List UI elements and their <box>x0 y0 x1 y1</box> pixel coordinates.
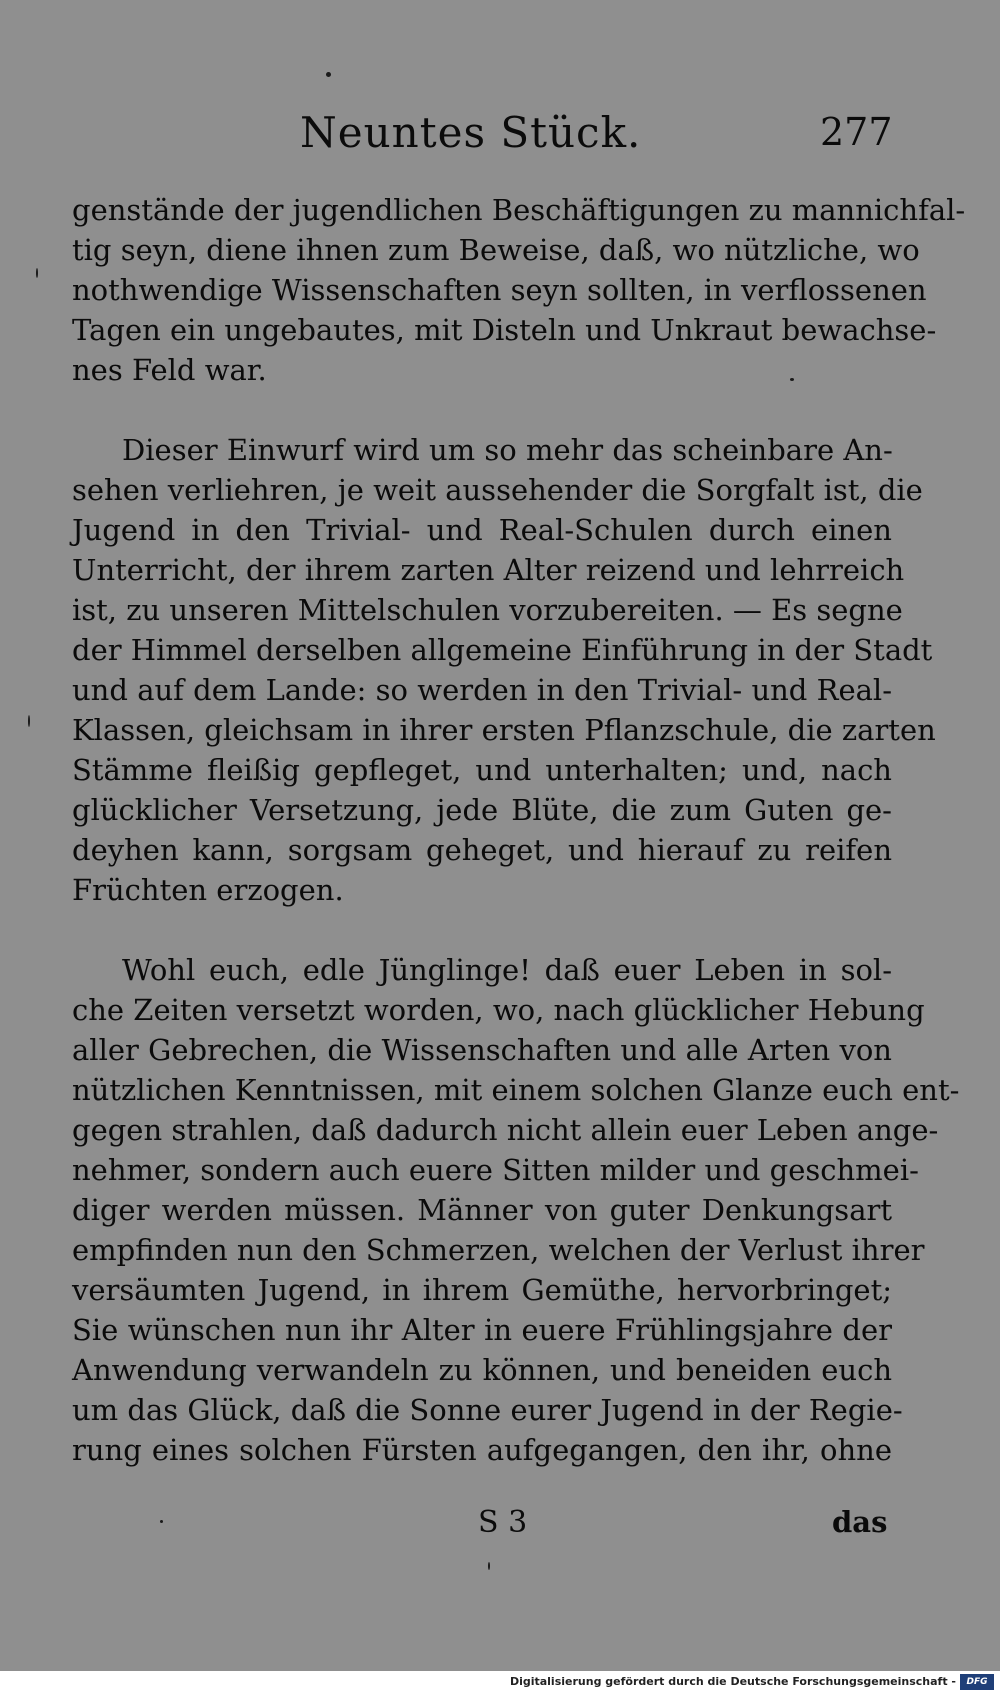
text-line: Unterricht, der ihrem zarten Alter reizend und lehrreich <box>72 553 905 587</box>
paragraph-3 <box>72 950 960 1470</box>
credit-text: Digitalisierung gefördert durch die Deutsche Forschungsgemeinschaft - <box>509 1675 956 1688</box>
text-line: rung eines solchen Fürsten aufgegangen, den ihr, ohne <box>72 1433 892 1467</box>
text-line: Dieser Einwurf wird um so mehr das scheinbare An- <box>122 433 893 467</box>
page-header <box>0 108 1000 168</box>
text-line: aller Gebrechen, die Wissenschaften und alle Arten von <box>72 1033 892 1067</box>
text-line: nützlichen Kenntnissen, mit einem solchen Glanze euch ent- <box>72 1073 960 1107</box>
text-line: Jugend in den Trivial- und Real-Schulen durch einen <box>72 513 892 547</box>
ink-speck <box>488 1562 490 1570</box>
text-line: deyhen kann, sorgsam geheget, und hierauf zu reifen <box>72 833 892 867</box>
text-line: Klassen, gleichsam in ihrer ersten Pflanzschule, die zarten <box>72 713 936 747</box>
text-line: Tagen ein ungebautes, mit Disteln und Unkraut bewachse- <box>72 313 937 347</box>
text-line: versäumten Jugend, in ihrem Gemüthe, hervorbringet; <box>72 1273 892 1307</box>
text-line: Stämme fleißig gepfleget, und unterhalten; und, nach <box>72 753 892 787</box>
paragraph-gap <box>72 390 892 430</box>
text-line: nes Feld war. <box>72 353 267 387</box>
text-line: che Zeiten versetzt worden, wo, nach glücklicher Hebung <box>72 993 925 1027</box>
text-line: nehmer, sondern auch euere Sitten milder und geschmei- <box>72 1153 919 1187</box>
paragraph-1 <box>72 190 966 390</box>
text-line: genstände der jugendlichen Beschäftigungen zu mannichfal- <box>72 193 966 227</box>
page-number: 277 <box>820 110 893 154</box>
text-line: Früchten erzogen. <box>72 873 344 907</box>
text-line: nothwendige Wissenschaften seyn sollten, in verflossenen <box>72 273 927 307</box>
ink-speck <box>36 268 38 278</box>
dfg-logo-icon: DFG <box>960 1674 994 1690</box>
text-line: und auf dem Lande: so werden in den Trivial- und Real- <box>72 673 892 707</box>
ink-speck <box>28 715 30 727</box>
text-line: ist, zu unseren Mittelschulen vorzubereiten. — Es segne <box>72 593 903 627</box>
text-line: Anwendung verwandeln zu können, und beneiden euch <box>72 1353 892 1387</box>
text-line: tig seyn, diene ihnen zum Beweise, daß, wo nützliche, wo <box>72 233 920 267</box>
text-line: um das Glück, daß die Sonne eurer Jugend in der Regie- <box>72 1393 903 1427</box>
body-text <box>72 190 966 1470</box>
digitization-credit-bar <box>0 1671 1000 1694</box>
paragraph-2 <box>72 430 936 910</box>
text-line: Wohl euch, edle Jünglinge! daß euer Leben in sol- <box>122 953 892 987</box>
signature-mark: S 3 <box>478 1505 528 1540</box>
page-footer <box>0 1505 1000 1550</box>
text-line: sehen verliehren, je weit aussehender die Sorgfalt ist, die <box>72 473 923 507</box>
running-head: Neuntes Stück. <box>300 108 642 157</box>
text-line: Sie wünschen nun ihr Alter in euere Frühlingsjahre der <box>72 1313 892 1347</box>
text-line: gegen strahlen, daß dadurch nicht allein euer Leben ange- <box>72 1113 939 1147</box>
paragraph-gap <box>72 910 892 950</box>
text-line: der Himmel derselben allgemeine Einführung in der Stadt <box>72 633 933 667</box>
ink-speck <box>326 72 331 77</box>
text-line: diger werden müssen. Männer von guter Denkungsart <box>72 1193 892 1227</box>
text-line: empfinden nun den Schmerzen, welchen der Verlust ihrer <box>72 1233 925 1267</box>
text-line: glücklicher Versetzung, jede Blüte, die zum Guten ge- <box>72 793 892 827</box>
catchword: das <box>832 1505 888 1539</box>
